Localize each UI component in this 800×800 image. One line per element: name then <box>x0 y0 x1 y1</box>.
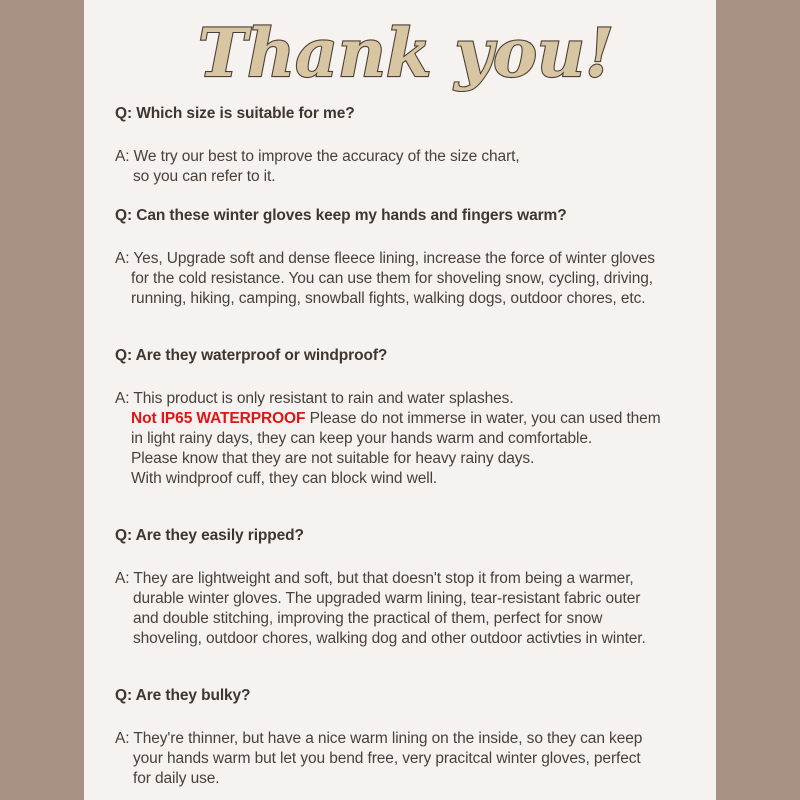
faq-question: Q: Which size is suitable for me? <box>115 105 355 122</box>
faq-answer <box>115 389 661 489</box>
thank-you-title-text: Thank you! <box>198 14 614 92</box>
faq-answer-line: A: They're thinner, but have a nice warm lining on the inside, so they can keep <box>115 730 643 747</box>
faq-answer-line: for the cold resistance. You can use them for shoveling snow, cycling, driving, <box>131 270 653 287</box>
faq-answer-line: A: This product is only resistant to rain and water splashes. <box>115 390 514 407</box>
faq-answer-line: so you can refer to it. <box>133 168 276 185</box>
faq-answer-line: and double stitching, improving the practical of them, perfect for snow <box>133 610 603 627</box>
faq-question: Q: Can these winter gloves keep my hands and fingers warm? <box>115 207 567 224</box>
faq-answer-text: Please do not immerse in water, you can used them <box>309 410 661 427</box>
faq-question: Q: Are they easily ripped? <box>115 527 304 544</box>
faq-answer <box>115 569 646 649</box>
thank-you-heading <box>84 0 716 92</box>
faq-answer <box>115 249 655 309</box>
faq-answer <box>115 729 642 789</box>
faq-answer-line: Please know that they are not suitable for heavy rainy days. <box>131 450 535 467</box>
faq-item-warmth <box>115 206 655 309</box>
faq-answer-line-warning <box>115 409 661 429</box>
not-waterproof-warning: Not IP65 WATERPROOF <box>131 410 306 427</box>
faq-answer-line: With windproof cuff, they can block wind well. <box>131 470 438 487</box>
faq-answer-line: durable winter gloves. The upgraded warm lining, tear-resistant fabric outer <box>133 590 641 607</box>
faq-answer-line: your hands warm but let you bend free, very pracitcal winter gloves, perfect <box>133 750 641 767</box>
faq-item-size <box>115 104 520 187</box>
faq-answer-line: A: They are lightweight and soft, but that doesn't stop it from being a warmer, <box>115 570 634 587</box>
faq-answer-line: for daily use. <box>133 770 220 787</box>
faq-item-bulk <box>115 686 642 789</box>
faq-answer-line: in light rainy days, they can keep your hands warm and comfortable. <box>131 430 593 447</box>
faq-question: Q: Are they bulky? <box>115 687 251 704</box>
thank-you-title-art <box>84 0 716 92</box>
faq-card <box>84 0 716 800</box>
faq-item-waterproof <box>115 346 661 489</box>
faq-item-durability <box>115 526 646 649</box>
faq-answer-line: running, hiking, camping, snowball fights, walking dogs, outdoor chores, etc. <box>131 290 646 307</box>
faq-question: Q: Are they waterproof or windproof? <box>115 347 388 364</box>
faq-answer <box>115 147 520 187</box>
faq-answer-line: A: We try our best to improve the accuracy of the size chart, <box>115 148 520 165</box>
faq-answer-line: shoveling, outdoor chores, walking dog and other outdoor activties in winter. <box>133 630 646 647</box>
faq-answer-line: A: Yes, Upgrade soft and dense fleece lining, increase the force of winter gloves <box>115 250 655 267</box>
